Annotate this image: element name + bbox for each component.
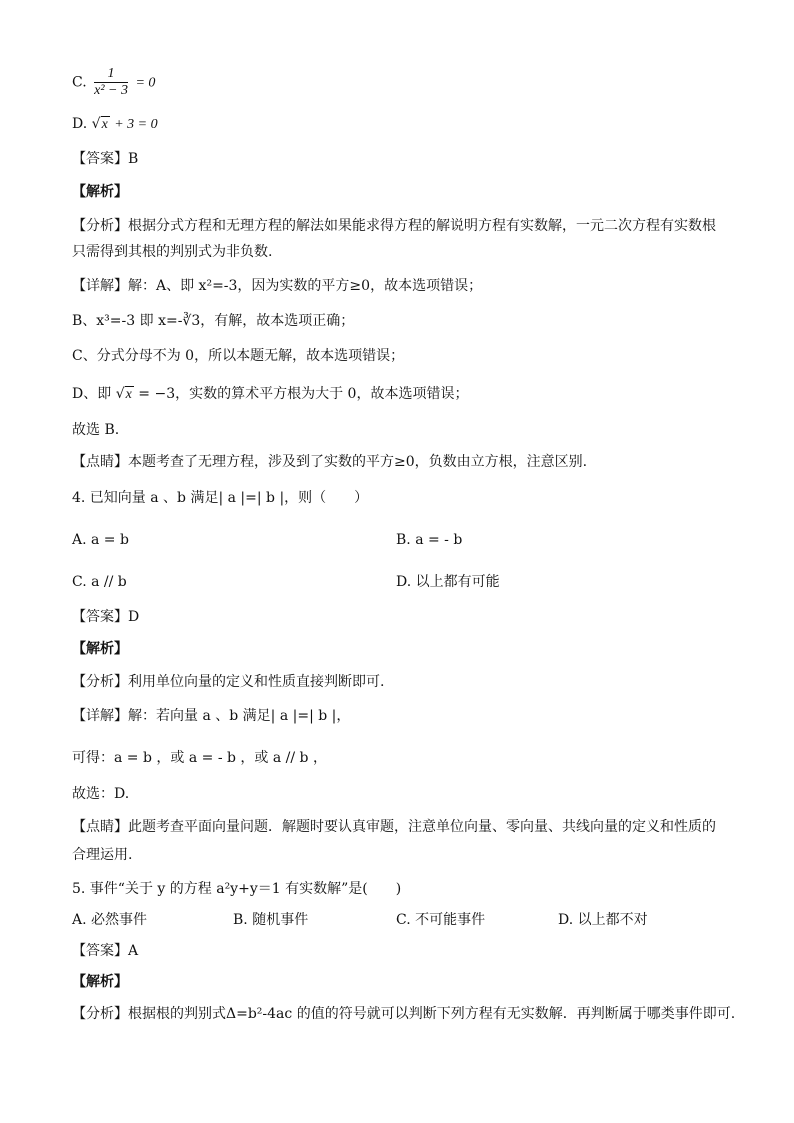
detail-d: [72, 384, 468, 404]
q4-option-a: A. a = b: [72, 532, 129, 548]
option-label: D.: [72, 116, 88, 132]
fraction-numerator: 1: [94, 66, 128, 83]
answer: 【答案】B: [72, 151, 139, 167]
q4-detail-text: 【详解】解：若向量 a 、b 满足| a |=| b |，: [72, 708, 351, 724]
q5-analysis-heading: 【解析】: [72, 974, 128, 990]
q4-option-d: D. 以上都有可能: [396, 574, 500, 590]
radicand: x: [125, 387, 132, 402]
detail-d-prefix: D、即: [72, 386, 112, 402]
equation-rhs: + 3 = 0: [114, 117, 158, 132]
q5-option-b: B. 随机事件: [233, 912, 309, 928]
fraction-denominator: x² − 3: [94, 83, 128, 98]
detail-text: 【详解】解：A、即 x²=-3，因为实数的平方≥0，故本选项错误；: [72, 278, 483, 294]
q4-choose-text: 故选：D.: [72, 786, 130, 802]
fraction: [94, 66, 128, 99]
q4-remark-text-1: 【点睛】此题考查平面向量问题．解题时要认真审题，注意单位向量、零向量、共线向量的定义和性质的: [72, 819, 716, 835]
equation-rhs: = 0: [135, 75, 156, 91]
q5-option-c: C. 不可能事件: [396, 912, 486, 928]
q4-analysis-text: 【分析】利用单位向量的定义和性质直接判断即可.: [72, 674, 385, 690]
detail-d-suffix: = −3，实数的算术平方根为大于 0，故本选项错误；: [138, 386, 469, 402]
q4-answer: 【答案】D: [72, 609, 140, 625]
q4-analysis-heading: 【解析】: [72, 641, 128, 657]
analysis-text-2: 只需得到其根的判别式为非负数.: [72, 244, 273, 260]
q5-answer: 【答案】A: [72, 943, 139, 959]
q5-analysis-text: 【分析】根据根的判别式Δ=b²-4ac 的值的符号就可以判断下列方程有无实数解．再判断属于哪类事件即可.: [72, 1006, 736, 1022]
sqrt-icon: √: [91, 116, 101, 132]
sqrt-icon: √: [115, 386, 125, 402]
radicand: x: [101, 117, 108, 132]
q5-option-d: D. 以上都不对: [558, 912, 648, 928]
analysis-heading: 【解析】: [72, 184, 128, 200]
detail-c: C、分式分母不为 0，所以本题无解，故本选项错误；: [72, 348, 405, 364]
q5-option-a: A. 必然事件: [72, 912, 148, 928]
option-d: [72, 114, 158, 135]
detail-b: B、x³=-3 即 x=-∛3，有解，故本选项正确；: [72, 313, 355, 329]
q4-option-c: C. a // b: [72, 574, 127, 590]
q4-result-text: 可得：a = b ，或 a = - b ，或 a // b ，: [72, 750, 327, 766]
remark-text: 【点睛】本题考查了无理方程，涉及到了实数的平方≥0，负数由立方根，注意区别.: [72, 454, 588, 470]
option-label: C.: [72, 74, 87, 91]
option-c: [72, 66, 155, 99]
analysis-text-1: 【分析】根据分式方程和无理方程的解法如果能求得方程的解说明方程有实数解，一元二次方程有实数根: [72, 218, 716, 234]
question-4-stem: 4. 已知向量 a 、b 满足| a |=| b |，则（ ）: [72, 490, 369, 506]
question-5-stem: 5. 事件“关于 y 的方程 a²y+y＝1 有实数解”是( ): [72, 881, 402, 897]
choose-text: 故选 B.: [72, 422, 120, 438]
q4-remark-text-2: 合理运用.: [72, 847, 133, 863]
q4-option-b: B. a = - b: [396, 532, 463, 548]
